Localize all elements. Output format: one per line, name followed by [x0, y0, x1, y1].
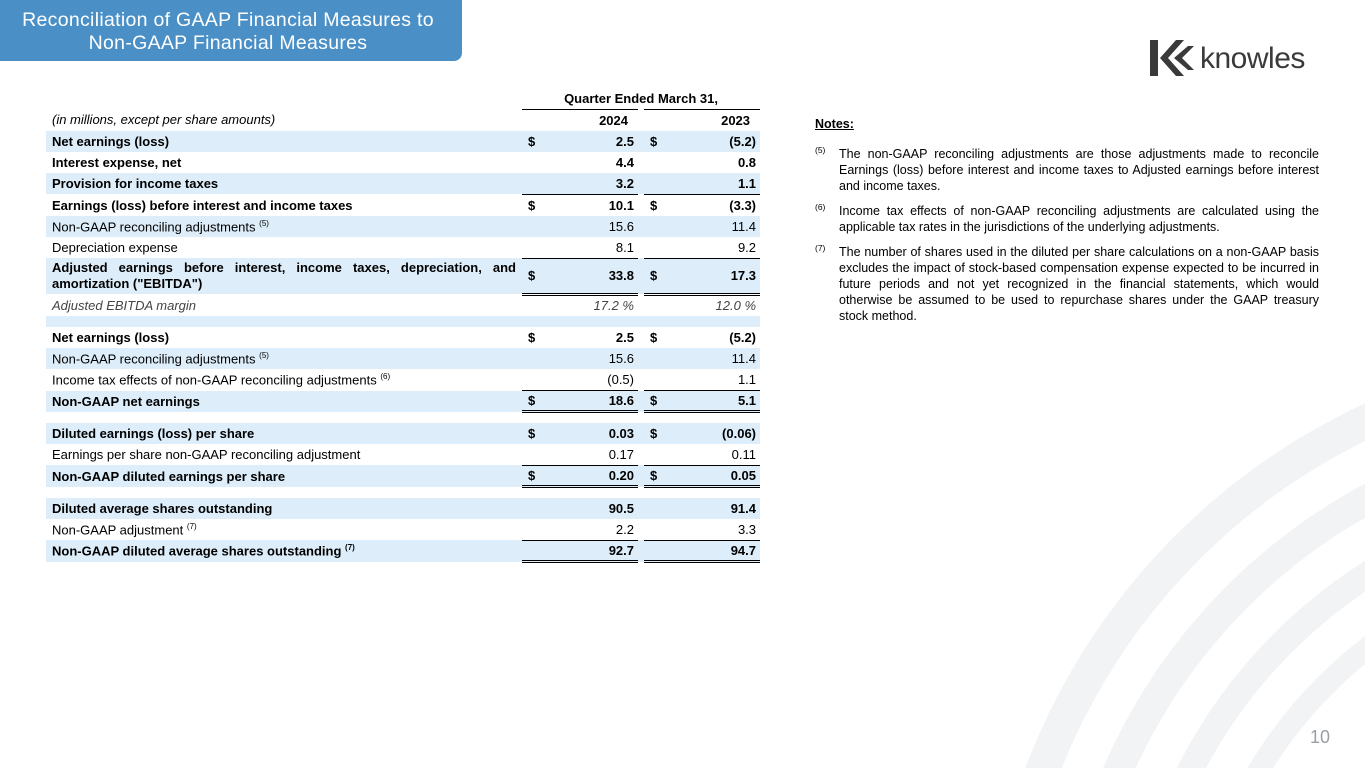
row-label: [46, 519, 522, 540]
spacer-cell: [664, 487, 760, 498]
row-label: [46, 237, 522, 258]
note-5-text: The non-GAAP reconciling adjustments are those adjustments made to reconcile Earnings (loss) before interest and income taxes to Adjusted earnings before interest and income taxes.: [839, 147, 1319, 193]
knowles-logo-wordmark: knowles: [1200, 42, 1305, 75]
row-label-text: Diluted earnings (loss) per share: [52, 426, 255, 441]
note-5-mark: (5): [815, 145, 826, 155]
row-label: [46, 540, 522, 561]
value-2024: 2.5: [542, 131, 638, 152]
spacer-cell: [522, 412, 542, 423]
table-row: [46, 258, 760, 294]
row-label: [46, 173, 522, 194]
row-label-text: Earnings (loss) before interest and income taxes: [52, 197, 353, 213]
value-2024: 15.6: [542, 216, 638, 237]
value-2023: 11.4: [664, 216, 760, 237]
note-7: [815, 244, 1319, 324]
slide-title-banner: [0, 0, 462, 61]
value-2023: 0.11: [664, 444, 760, 465]
note-7-mark: (7): [815, 243, 826, 253]
spacer-cell: [644, 412, 664, 423]
spacer-cell: [664, 412, 760, 423]
units-label: (in millions, except per share amounts): [52, 112, 276, 128]
row-label-text: Non-GAAP adjustment: [52, 522, 184, 538]
table-row: [46, 216, 760, 237]
spacer-cell: [644, 316, 664, 327]
spacer-cell: [46, 412, 522, 423]
value-2024: 10.1: [608, 197, 634, 213]
spacer-row: [46, 412, 760, 423]
currency-symbol-2023: [644, 294, 664, 315]
table-row: [46, 465, 760, 486]
currency-symbol-2023: $: [650, 197, 658, 213]
note-6-text: Income tax effects of non-GAAP reconciling adjustments are calculated using the applicable tax rates in the jurisdictions of the underlying adjustments.: [839, 204, 1319, 234]
footnote-reference: (5): [259, 350, 269, 360]
value-2023: 94.7: [664, 540, 760, 561]
row-label: [46, 391, 522, 412]
year-2024-header: 2024: [522, 109, 638, 130]
row-label-text: Non-GAAP diluted earnings per share: [52, 468, 286, 484]
currency-symbol-2023: $: [650, 329, 658, 345]
currency-symbol-2023: [644, 348, 664, 369]
notes-panel: [815, 116, 1319, 333]
row-label-text: Non-GAAP net earnings: [52, 393, 200, 409]
currency-symbol-2024: [522, 444, 542, 465]
note-7-text: The number of shares used in the diluted per share calculations on a non-GAAP basis excludes the impact of stock-based compensation expense expected to be incurred in future periods and not yet recognized in the financial statements, which would otherwise be assumed to be used to repurchase shares under the GAAP treasury stock method.: [839, 245, 1319, 323]
currency-symbol-2023: [644, 237, 664, 258]
value-2024: 2.2: [542, 519, 638, 540]
spacer-cell: [46, 316, 522, 327]
value-2024: 90.5: [542, 498, 638, 519]
row-label-text: Non-GAAP reconciling adjustments: [52, 219, 256, 235]
reconciliation-table-container: [46, 88, 760, 563]
table-row: [46, 237, 760, 258]
row-label-text: Depreciation expense: [52, 240, 178, 256]
row-label-text: Income tax effects of non-GAAP reconciling adjustments: [52, 372, 377, 388]
currency-symbol-2023: [644, 173, 664, 194]
row-label: [46, 131, 522, 152]
row-label: [46, 258, 522, 294]
currency-symbol-2024: $: [522, 423, 542, 444]
value-2023: 1.1: [664, 369, 760, 390]
row-label-text: Diluted average shares outstanding: [52, 500, 273, 516]
footnote-reference: (6): [380, 372, 391, 382]
table-row: [46, 173, 760, 194]
row-label: [46, 498, 522, 519]
currency-symbol-2023: [644, 216, 664, 237]
currency-symbol-2024: $: [528, 329, 536, 345]
note-6: [815, 203, 1319, 235]
currency-symbol-2023: [644, 519, 664, 540]
note-6-mark: (6): [815, 202, 826, 212]
value-2024: 15.6: [542, 348, 638, 369]
notes-title: Notes:: [815, 117, 854, 131]
currency-symbol-2023: $: [644, 465, 664, 486]
value-2023: (3.3): [729, 197, 757, 213]
page-number: 10: [1310, 727, 1331, 747]
table-row: [46, 348, 760, 369]
currency-symbol-2024: [522, 294, 542, 315]
value-2023: 91.4: [664, 498, 760, 519]
row-label-line1: Adjusted earnings before interest, income taxes, depreciation, and: [52, 260, 516, 276]
table-row: [46, 369, 760, 390]
value-2024: 18.6: [542, 391, 638, 412]
value-2023: 3.3: [664, 519, 760, 540]
currency-symbol-2023: [644, 444, 664, 465]
row-label-text: Interest expense, net: [52, 155, 182, 171]
period-header-row: [46, 88, 760, 109]
currency-symbol-2024: $: [522, 258, 542, 294]
value-2023: 1.1: [664, 173, 760, 194]
row-label-text: Non-GAAP reconciling adjustments: [52, 351, 256, 367]
row-label: [46, 465, 522, 486]
currency-symbol-2023: [644, 152, 664, 173]
row-label-line2: amortization ("EBITDA"): [52, 276, 203, 292]
value-2024: 3.2: [542, 173, 638, 194]
currency-symbol-2023: $: [644, 423, 664, 444]
table-row: [46, 327, 760, 348]
currency-symbol-2023: [644, 540, 664, 561]
table-row: [46, 423, 760, 444]
value-2024: 2.5: [615, 329, 634, 345]
table-row: [46, 444, 760, 465]
row-label: [46, 152, 522, 173]
currency-symbol-2024: [522, 498, 542, 519]
footnote-reference: (7): [186, 522, 197, 532]
currency-symbol-2024: [522, 237, 542, 258]
row-label: [46, 194, 522, 215]
row-label-text: Non-GAAP diluted average shares outstanding: [52, 543, 342, 559]
table-row: [46, 194, 760, 215]
value-2024: 92.7: [542, 540, 638, 561]
row-label-text: Net earnings (loss): [52, 329, 170, 345]
currency-symbol-2024: [522, 369, 542, 390]
value-2023: (0.06): [664, 423, 760, 444]
currency-symbol-2023: $: [644, 131, 664, 152]
currency-symbol-2024: [522, 519, 542, 540]
currency-symbol-2023: $: [644, 391, 664, 412]
value-2023: 5.1: [664, 391, 760, 412]
spacer-cell: [664, 316, 760, 327]
row-label: [46, 348, 522, 369]
row-label: [46, 423, 522, 444]
currency-symbol-2024: $: [522, 131, 542, 152]
currency-symbol-2024: $: [528, 197, 536, 213]
currency-symbol-2024: [522, 348, 542, 369]
note-5: [815, 146, 1319, 194]
column-header-row: [46, 109, 760, 130]
value-2024: 17.2 %: [593, 298, 634, 314]
currency-symbol-2024: [522, 216, 542, 237]
currency-symbol-2023: [644, 369, 664, 390]
row-label-text: Earnings per share non-GAAP reconciling adjustment: [52, 447, 361, 463]
slide-title-line2: Non-GAAP Financial Measures: [88, 32, 368, 54]
table-row: [46, 391, 760, 412]
currency-symbol-2023: [644, 498, 664, 519]
year-2023-header: 2023: [644, 109, 760, 130]
value-2024: 0.17: [542, 444, 638, 465]
currency-symbol-2024: $: [522, 391, 542, 412]
period-header: Quarter Ended March 31,: [564, 90, 718, 106]
value-2023: (5.2): [729, 329, 757, 345]
currency-symbol-2024: $: [522, 465, 542, 486]
row-label: [46, 444, 522, 465]
spacer-cell: [522, 487, 542, 498]
value-2023: 0.8: [737, 155, 757, 171]
spacer-cell: [542, 487, 638, 498]
table-row: [46, 519, 760, 540]
spacer-cell: [542, 412, 638, 423]
spacer-row: [46, 316, 760, 327]
slide-title-line1: Reconciliation of GAAP Financial Measures to: [22, 9, 434, 31]
row-label: [46, 216, 522, 237]
row-label-text: Adjusted EBITDA margin: [52, 297, 197, 313]
row-label-text: Provision for income taxes: [52, 176, 219, 192]
currency-symbol-2024: [522, 540, 542, 561]
knowles-logo-icon: [1148, 38, 1196, 78]
row-label: [46, 327, 522, 348]
row-label: [46, 294, 522, 315]
currency-symbol-2024: [522, 152, 542, 173]
table-row: [46, 131, 760, 152]
value-2024: 0.03: [542, 423, 638, 444]
value-2023: 11.4: [664, 348, 760, 369]
value-2024: (0.5): [542, 369, 638, 390]
value-2023: 12.0 %: [715, 298, 757, 314]
value-2024: 4.4: [615, 155, 634, 171]
reconciliation-table: [46, 88, 760, 563]
value-2023: (5.2): [664, 131, 760, 152]
knowles-logo: [1148, 38, 1318, 78]
value-2024: 8.1: [542, 237, 638, 258]
value-2023: 17.3: [664, 258, 760, 294]
row-label: [46, 369, 522, 390]
table-row: [46, 294, 760, 315]
spacer-cell: [644, 487, 664, 498]
spacer-cell: [46, 487, 522, 498]
value-2023: 0.05: [664, 465, 760, 486]
currency-symbol-2023: $: [644, 258, 664, 294]
table-row: [46, 540, 760, 561]
value-2024: 33.8: [542, 258, 638, 294]
spacer-cell: [542, 316, 638, 327]
footnote-reference: (7): [345, 543, 355, 553]
value-2024: 0.20: [542, 465, 638, 486]
table-row: [46, 498, 760, 519]
value-2023: 9.2: [664, 237, 760, 258]
row-label-text: Net earnings (loss): [52, 133, 170, 149]
table-row: [46, 152, 760, 173]
spacer-row: [46, 487, 760, 498]
footnote-reference: (5): [259, 218, 269, 228]
currency-symbol-2024: [522, 173, 542, 194]
spacer-cell: [522, 316, 542, 327]
